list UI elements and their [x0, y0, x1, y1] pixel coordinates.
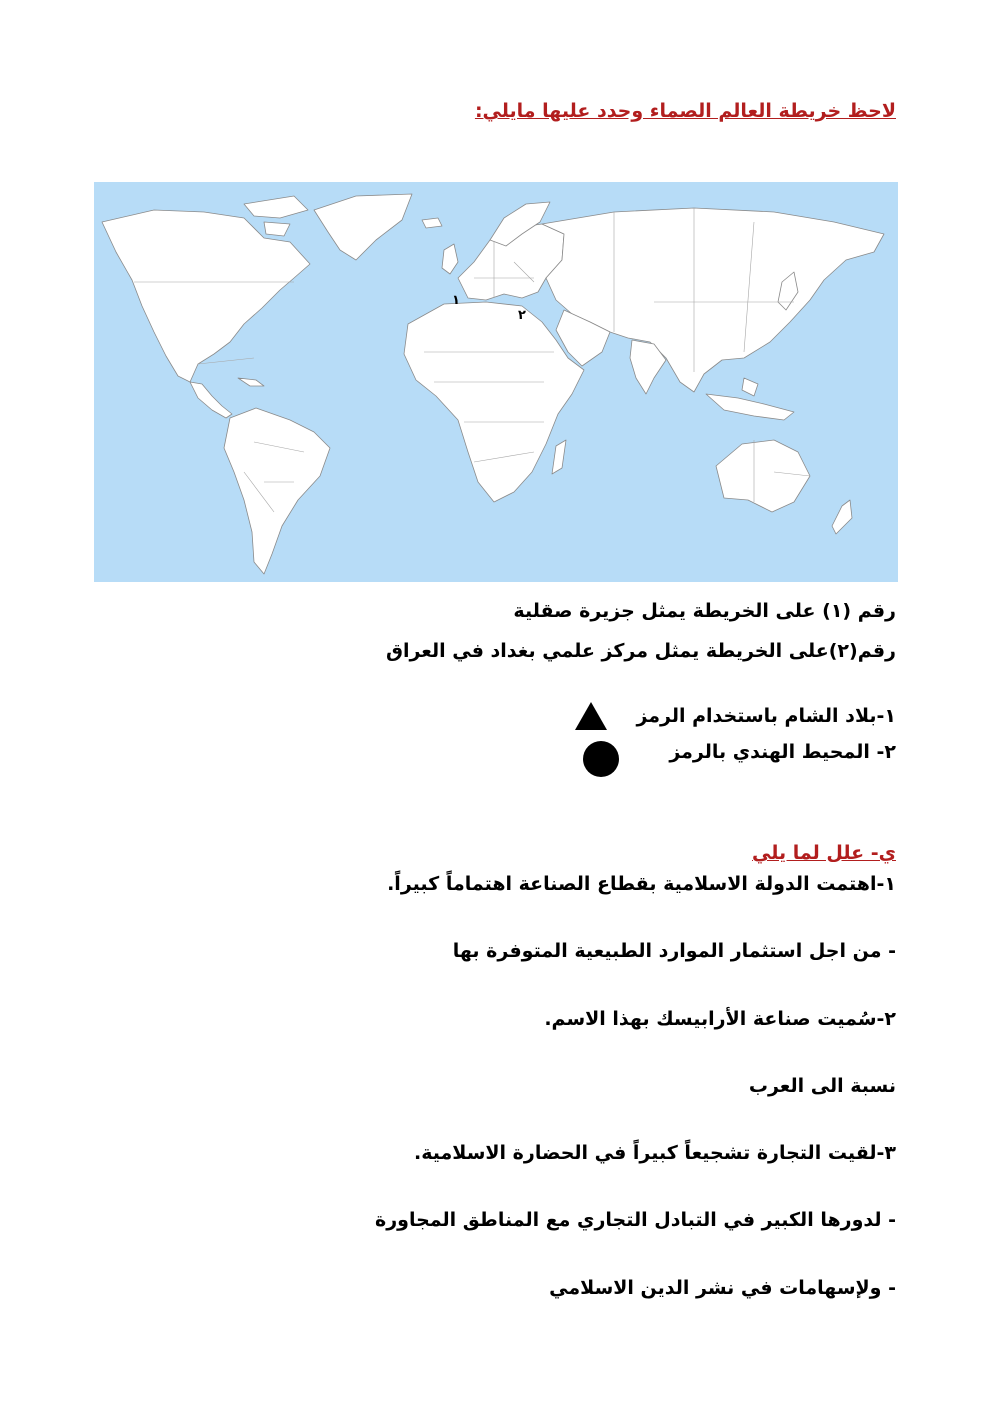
reason-answer-3a: - لدورها الكبير في التبادل التجاري مع المناطق المجاورة: [375, 1209, 896, 1231]
circle-icon: [583, 741, 619, 777]
land-south-america: [224, 408, 330, 574]
reason-question-3: ٣-لقيت التجارة تشجيعاً كبيراً في الحضارة الاسلامية.: [414, 1142, 896, 1164]
world-map: [94, 182, 898, 582]
map-marker-1: ١: [452, 293, 460, 308]
answer-line-1: رقم (١) على الخريطة يمثل جزيرة صقلية: [513, 600, 896, 622]
reason-question-2: ٢-سُميت صناعة الأرابيسك بهذا الاسم.: [544, 1008, 896, 1030]
reason-answer-2: نسبة الى العرب: [748, 1075, 896, 1097]
land-new-zealand: [832, 500, 852, 534]
reason-answer-3b: - ولإسهامات في نشر الدين الاسلامي: [549, 1277, 896, 1299]
land-madagascar: [552, 440, 566, 474]
triangle-icon: [575, 702, 607, 730]
world-map-svg: [94, 182, 898, 582]
land-uk: [442, 244, 458, 274]
land-greenland: [314, 194, 412, 260]
reasons-title: ي- علل لما يلي: [752, 842, 896, 864]
symbol-item-1: ١-بلاد الشام باستخدام الرمز: [636, 705, 896, 727]
reason-answer-1: - من اجل استثمار الموارد الطبيعية المتوفرة بها: [452, 940, 896, 962]
reason-question-1: ١-اهتمت الدولة الاسلامية بقطاع الصناعة اهتماماً كبيراً.: [387, 873, 896, 895]
land-australia: [716, 440, 810, 512]
land-caribbean: [238, 378, 264, 386]
page-heading: لاحظ خريطة العالم الصماء وحدد عليها مايلي:: [474, 100, 896, 122]
land-central-america: [190, 382, 232, 418]
answer-line-2: رقم(٢)على الخريطة يمثل مركز علمي بغداد في العراق: [385, 640, 896, 662]
symbol-item-2: ٢- المحيط الهندي بالرمز: [669, 741, 896, 763]
map-marker-2: ٢: [518, 308, 526, 323]
land-asia: [542, 208, 884, 392]
land-iceland: [422, 218, 442, 228]
land-se-asia-islands: [706, 378, 794, 420]
